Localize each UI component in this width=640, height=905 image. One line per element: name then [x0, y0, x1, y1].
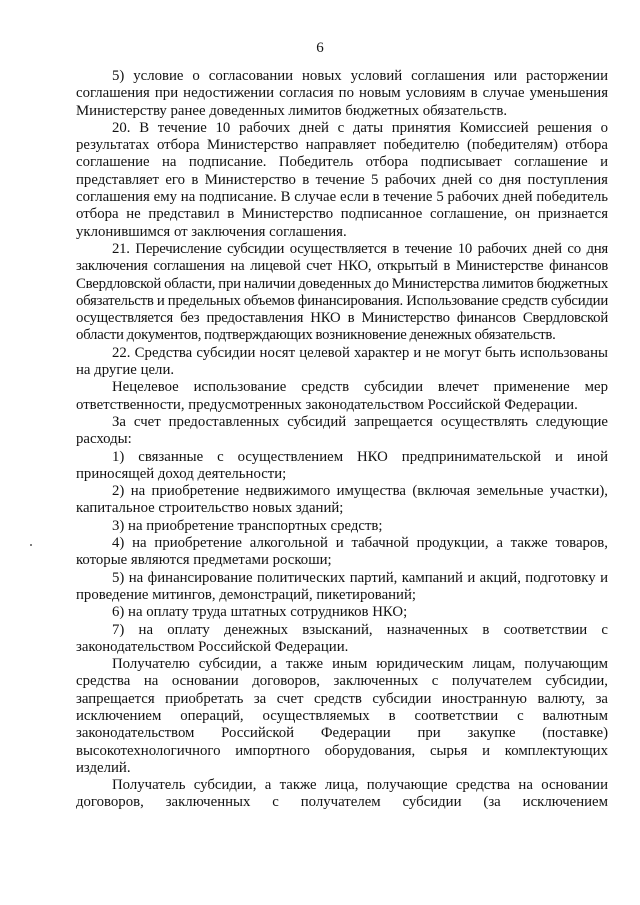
paragraph-clause-20: 20. В течение 10 рабочих дней с даты принятия Комиссией решения о результатах отбора Министерство направляет победителю (победителям) отбора соглашение на подписание. Победитель отбора подписывает соглашение и представляет его в Министерство в течение 5 рабочих дней со дня поступления соглашения ему на подписание. В случае если в течение 5 рабочих дней победитель отбора не представил в Министерство подписанное соглашение, он признается уклонившимся от заключения соглашения. — [76, 119, 608, 240]
list-item-prohibited-5: 5) на финансирование политических партий, кампаний и акций, подготовку и проведение митингов, демонстраций, пикетирований; — [76, 569, 608, 603]
document-body — [76, 68, 608, 812]
paragraph-recipient-continued: Получатель субсидии, а также лица, получающие средства на основании договоров, заключенных с получателем субсидии (за исключением — [76, 777, 608, 811]
scan-speck — [30, 544, 32, 546]
list-item-prohibited-2: 2) на приобретение недвижимого имущества (включая земельные участки), капитальное строительство новых зданий; — [76, 483, 608, 517]
paragraph-foreign-currency-prohibition: Получателю субсидии, а также иным юридическим лицам, получающим средства на основании договоров, заключенных с получателем субсидии, запрещается приобретать за счет средств субсидии иностранную валюту, за исключением операций, осуществляемых в соответствии с валютным законодательством Российской Федерации при закупке (поставке) высокотехнологичного импортного оборудования, сырья и комплектующих изделий. — [76, 656, 608, 776]
list-item-prohibited-6: 6) на оплату труда штатных сотрудников НКО; — [112, 604, 408, 621]
list-item-prohibited-3: 3) на приобретение транспортных средств; — [112, 517, 383, 534]
paragraph-item-5-agreement-terms: 5) условие о согласовании новых условий соглашения или расторжении соглашения при недостижении согласия по новым условиям в случае уменьшения Министерству ранее доведенных лимитов бюджетных обязательств. — [76, 68, 608, 119]
paragraph-misuse-liability: Нецелевое использование средств субсидии влечет применение мер ответственности, предусмотренных законодательством Российской Федерации. — [76, 379, 608, 413]
paragraph-clause-21: 21. Перечисление субсидии осуществляется в течение 10 рабочих дней со дня заключения соглашения на лицевой счет НКО, открытый в Министерстве финансов Свердловской области, при наличии доведенных до Министерства лимитов бюджетных обязательств и предельных объемов финансирования. Использование средств субсидии осуществляется без предоставления НКО в Министерство финансов Свердловской области документов, подтверждающих возникновение денежных обязательств. — [76, 240, 608, 344]
page-number: 6 — [316, 40, 324, 56]
list-item-prohibited-4: 4) на приобретение алкогольной и табачной продукции, а также товаров, которые являются предметами роскоши; — [76, 535, 608, 569]
paragraph-clause-22: 22. Средства субсидии носят целевой характер и не могут быть использованы на другие цели. — [76, 344, 608, 379]
list-item-prohibited-1: 1) связанные с осуществлением НКО предпринимательской и иной приносящей доход деятельности; — [76, 448, 608, 482]
paragraph-prohibited-expenses-intro: За счет предоставленных субсидий запрещается осуществлять следующие расходы: — [76, 413, 608, 448]
list-item-prohibited-7: 7) на оплату денежных взысканий, назначенных в соответствии с законодательством Российской Федерации. — [76, 621, 608, 655]
